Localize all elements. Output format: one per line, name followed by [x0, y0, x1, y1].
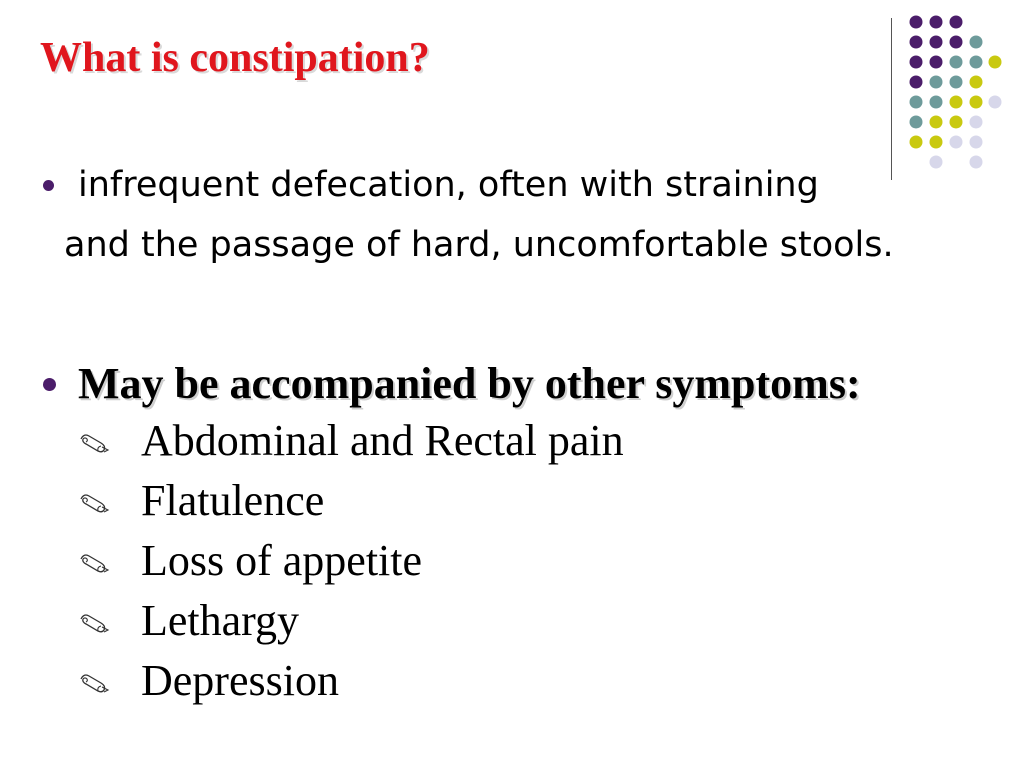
dot [910, 76, 923, 89]
definition-line-2: and the passage of hard, uncomfortable stools. [64, 225, 894, 265]
dot [989, 56, 1002, 69]
bullet-dot-icon [43, 378, 56, 391]
dot [930, 116, 943, 129]
symptom-item [40, 413, 940, 473]
scroll-icon [78, 610, 110, 634]
symptom-label: Loss of appetite [141, 536, 423, 585]
scroll-icon [78, 430, 110, 454]
bullet-dot-icon [43, 180, 54, 191]
dot [970, 36, 983, 49]
scroll-icon [78, 490, 110, 514]
dot [970, 116, 983, 129]
dot [970, 76, 983, 89]
dot [910, 116, 923, 129]
dot [930, 156, 943, 169]
dot [950, 96, 963, 109]
symptom-item [40, 533, 940, 593]
scroll-icon [78, 550, 110, 574]
symptom-label: Depression [141, 656, 339, 705]
dot [950, 76, 963, 89]
dot [930, 136, 943, 149]
symptom-label: Flatulence [141, 476, 325, 525]
dot [950, 116, 963, 129]
symptoms-heading: May be accompanied by other symptoms: [78, 359, 861, 408]
definition-line-1: infrequent defecation, often with straining [78, 165, 819, 205]
decorative-dot-grid [904, 14, 1014, 174]
slide-title: What is constipation? [40, 35, 430, 81]
dot [970, 96, 983, 109]
scroll-icon [78, 670, 110, 694]
dot [970, 136, 983, 149]
symptom-label: Abdominal and Rectal pain [141, 416, 624, 465]
symptom-list [40, 413, 940, 713]
vertical-divider [891, 18, 892, 180]
dot [930, 96, 943, 109]
dot [950, 36, 963, 49]
dot [950, 56, 963, 69]
symptom-item [40, 473, 940, 533]
dot [989, 96, 1002, 109]
symptom-item [40, 593, 940, 653]
dot [910, 136, 923, 149]
dot [930, 16, 943, 29]
dot [910, 96, 923, 109]
dot [930, 36, 943, 49]
dot [970, 156, 983, 169]
dot [970, 56, 983, 69]
dot [930, 76, 943, 89]
symptom-label: Lethargy [141, 596, 300, 645]
dot [910, 56, 923, 69]
dot [950, 16, 963, 29]
dot [910, 16, 923, 29]
dot [950, 136, 963, 149]
dot [930, 56, 943, 69]
symptom-item [40, 653, 940, 713]
dot [910, 36, 923, 49]
